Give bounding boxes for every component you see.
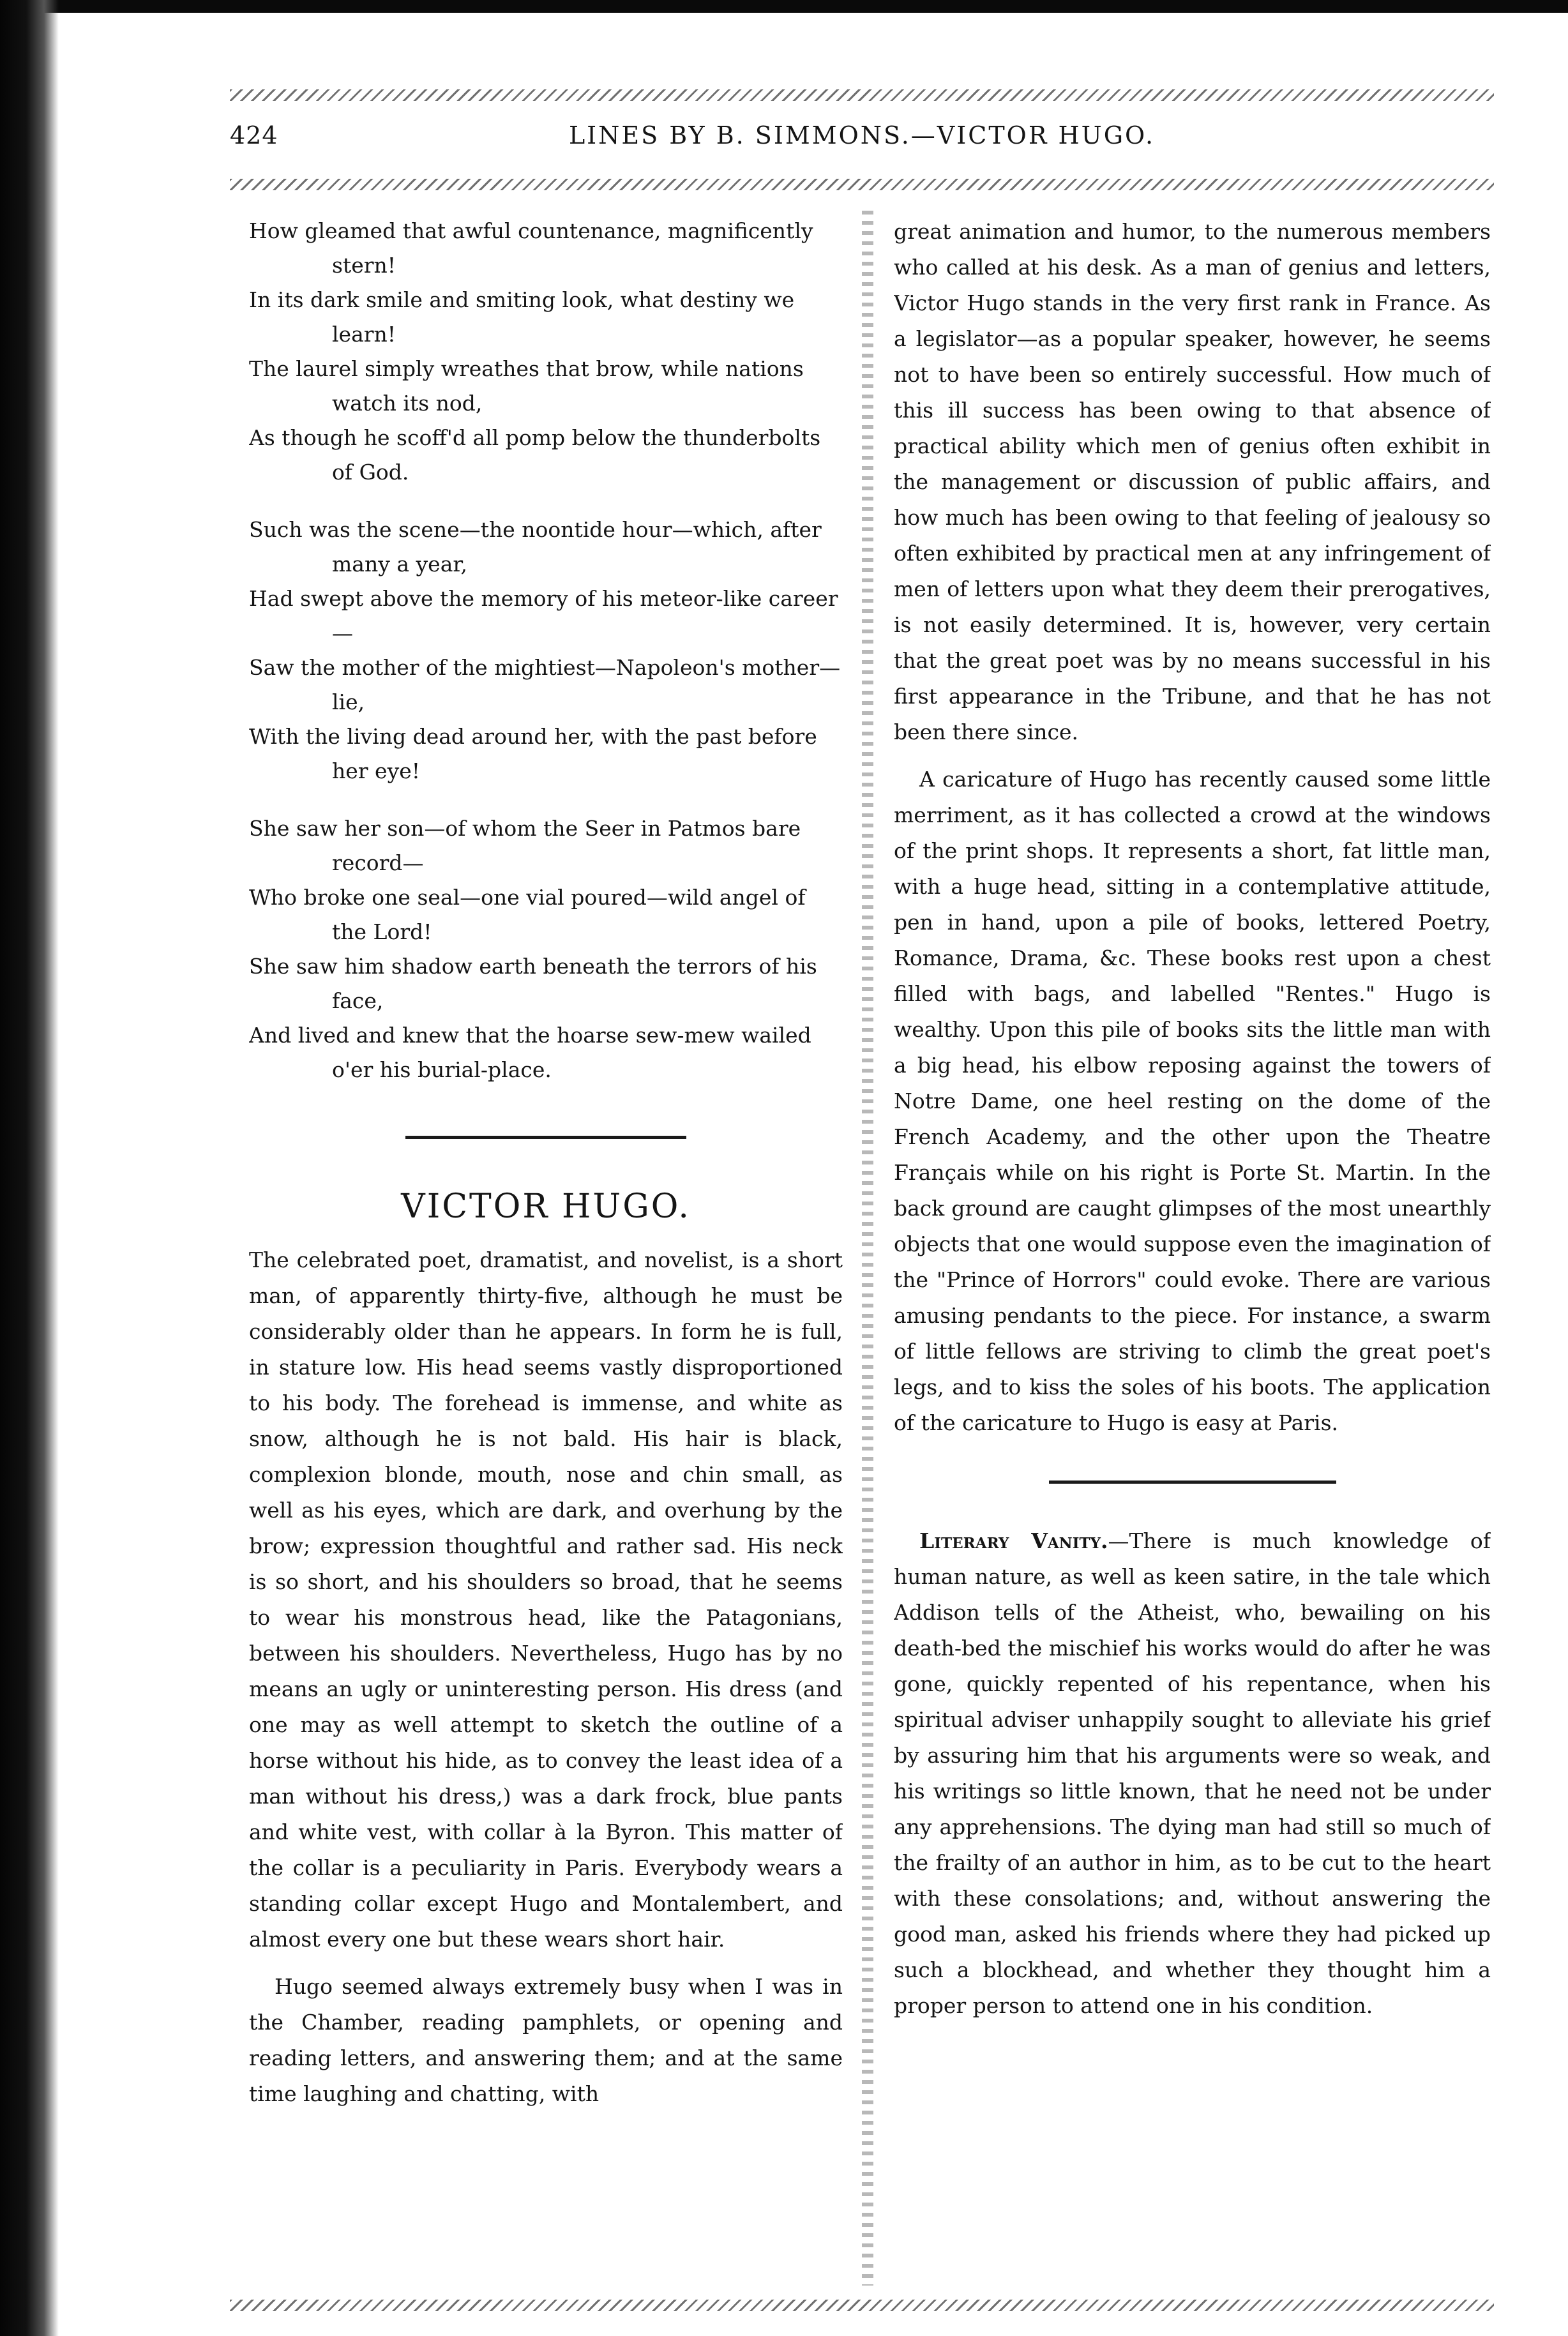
page-header (230, 121, 1494, 172)
page-number: 424 (230, 121, 278, 149)
scan-top-edge (0, 0, 1568, 13)
section-divider-rule (1049, 1481, 1336, 1484)
article-paragraph: The celebrated poet, dramatist, and novelist, is a short man, of apparently thirty-five, although he must be considerably older than he appears. In form he is full, in stature low. His head seems vastly disproportioned to his body. The forehead is immense, and white as snow, although he is not bald. His hair is black, complexion blonde, mouth, nose and chin small, as well as his eyes, which are dark, and overhung by the brow; expression thoughtful and rather sad. His neck is so short, and his shoulders so broad, that he seems to wear his monstrous head, like the Patagonians, between his shoulders. Nevertheless, Hugo has by no means an ugly or uninteresting person. His dress (and one may as well attempt to sketch the outline of a horse without his hide, as to convey the least idea of a man without his dress,) was a dark frock, blue pants and white vest, with collar à la Byron. This matter of the collar is a peculiarity in Paris. Everybody wears a standing collar except Hugo and Montalembert, and almost every one but these wears short hair. (249, 1247, 843, 1952)
poem-stanza-2 (249, 513, 843, 788)
verse-line: The laurel simply wreathes that brow, while nations watch its nod, (249, 356, 804, 416)
right-column (894, 214, 1491, 2276)
literary-vanity-text: —There is much knowledge of human nature, as well as keen satire, in the tale which Addison tells of the Atheist, who, bewailing on his death-bed the mischief his works would do after he was gone, quickly repented of his repentance, when his spiritual adviser unhappily sought to alleviate his grief by assuring him that his arguments were so weak, and his writings so little known, that he need not be under any apprehensions. The dying man had still so much of the frailty of an author in him, as to be cut to the heart with these consolations; and, without answering the good man, asked his friends where they had picked up such a blockhead, and whether they thought him a proper person to attend one in his condition. (894, 1528, 1491, 2018)
verse-line: As though he scoff'd all pomp below the thunderbolts of God. (249, 425, 821, 485)
verse-line: Saw the mother of the mightiest—Napoleon's mother—lie, (249, 655, 841, 714)
section-divider-rule (405, 1136, 686, 1139)
left-column (249, 214, 843, 2276)
bottom-ornament-border (230, 2300, 1494, 2311)
verse-line: And lived and knew that the hoarse sew-mew wailed o'er his burial-place. (249, 1023, 811, 1082)
poem-stanza-1 (249, 214, 843, 490)
verse-line: With the living dead around her, with the past before her eye! (249, 724, 817, 783)
verse-line: Such was the scene—the noontide hour—which, after many a year, (249, 517, 822, 576)
header-ornament-border (230, 179, 1494, 190)
top-ornament-border (230, 89, 1494, 101)
verse-line: She saw him shadow earth beneath the terrors of his face, (249, 954, 817, 1013)
verse-line: Who broke one seal—one vial poured—wild angel of the Lord! (249, 885, 806, 944)
verse-line: Had swept above the memory of his meteor-like career— (249, 586, 838, 645)
poem (249, 214, 843, 1087)
literary-vanity-heading: Literary Vanity. (919, 1528, 1108, 1553)
article-paragraph: Hugo seemed always extremely busy when I was in the Chamber, reading pamphlets, or opening and reading letters, and answering them; and at the same time laughing and chatting, with (249, 1974, 843, 2106)
verse-line: How gleamed that awful countenance, magnificently stern! (249, 218, 813, 278)
article-title: VICTOR HUGO. (401, 1187, 691, 1226)
verse-line: She saw her son—of whom the Seer in Patmos bare record— (249, 816, 801, 875)
column-divider (862, 211, 873, 2286)
scan-binding-shadow (0, 0, 59, 2336)
poem-stanza-3 (249, 811, 843, 1087)
verse-line: In its dark smile and smiting look, what destiny we learn! (249, 287, 795, 347)
literary-vanity-paragraph (894, 1523, 1491, 2024)
article-paragraph: great animation and humor, to the numerous members who called at his desk. As a man of genius and letters, Victor Hugo stands in the very first rank in France. As a legislator—as a popular speaker, however, he seems not to have been so entirely successful. How much of this ill success has been owing to that absence of practical ability which men of genius often exhibit in the management or discussion of public affairs, and how much has been owing to that feeling of jealousy so often exhibited by practical men at any infringement of men of letters upon what they deem their prerogatives, is not easily determined. It is, however, very certain that the great poet was by no means successful in his first appearance in the Tribune, and that he has not been there since. (894, 219, 1491, 744)
article-paragraph: A caricature of Hugo has recently caused some little merriment, as it has collected a crowd at the windows of the print shops. It represents a short, fat little man, with a huge head, sitting in a contemplative attitude, pen in hand, upon a pile of books, lettered Poetry, Romance, Drama, &c. These books rest upon a chest filled with bags, and labelled "Rentes." Hugo is wealthy. Upon this pile of books sits the little man with a big head, his elbow reposing against the towers of Notre Dame, one heel resting on the dome of the French Academy, and the other upon the Theatre Français while on his right is Porte St. Martin. In the back ground are caught glimpses of the most unearthly objects that one would suppose even the imagination of the "Prince of Horrors" could evoke. There are various amusing pendants to the piece. For instance, a swarm of little fellows are striving to climb the great poet's legs, and to kiss the soles of his boots. The application of the caricature to Hugo is easy at Paris. (894, 767, 1491, 1435)
running-head: LINES BY B. SIMMONS.—VICTOR HUGO. (568, 121, 1156, 149)
book-page (230, 89, 1494, 2311)
